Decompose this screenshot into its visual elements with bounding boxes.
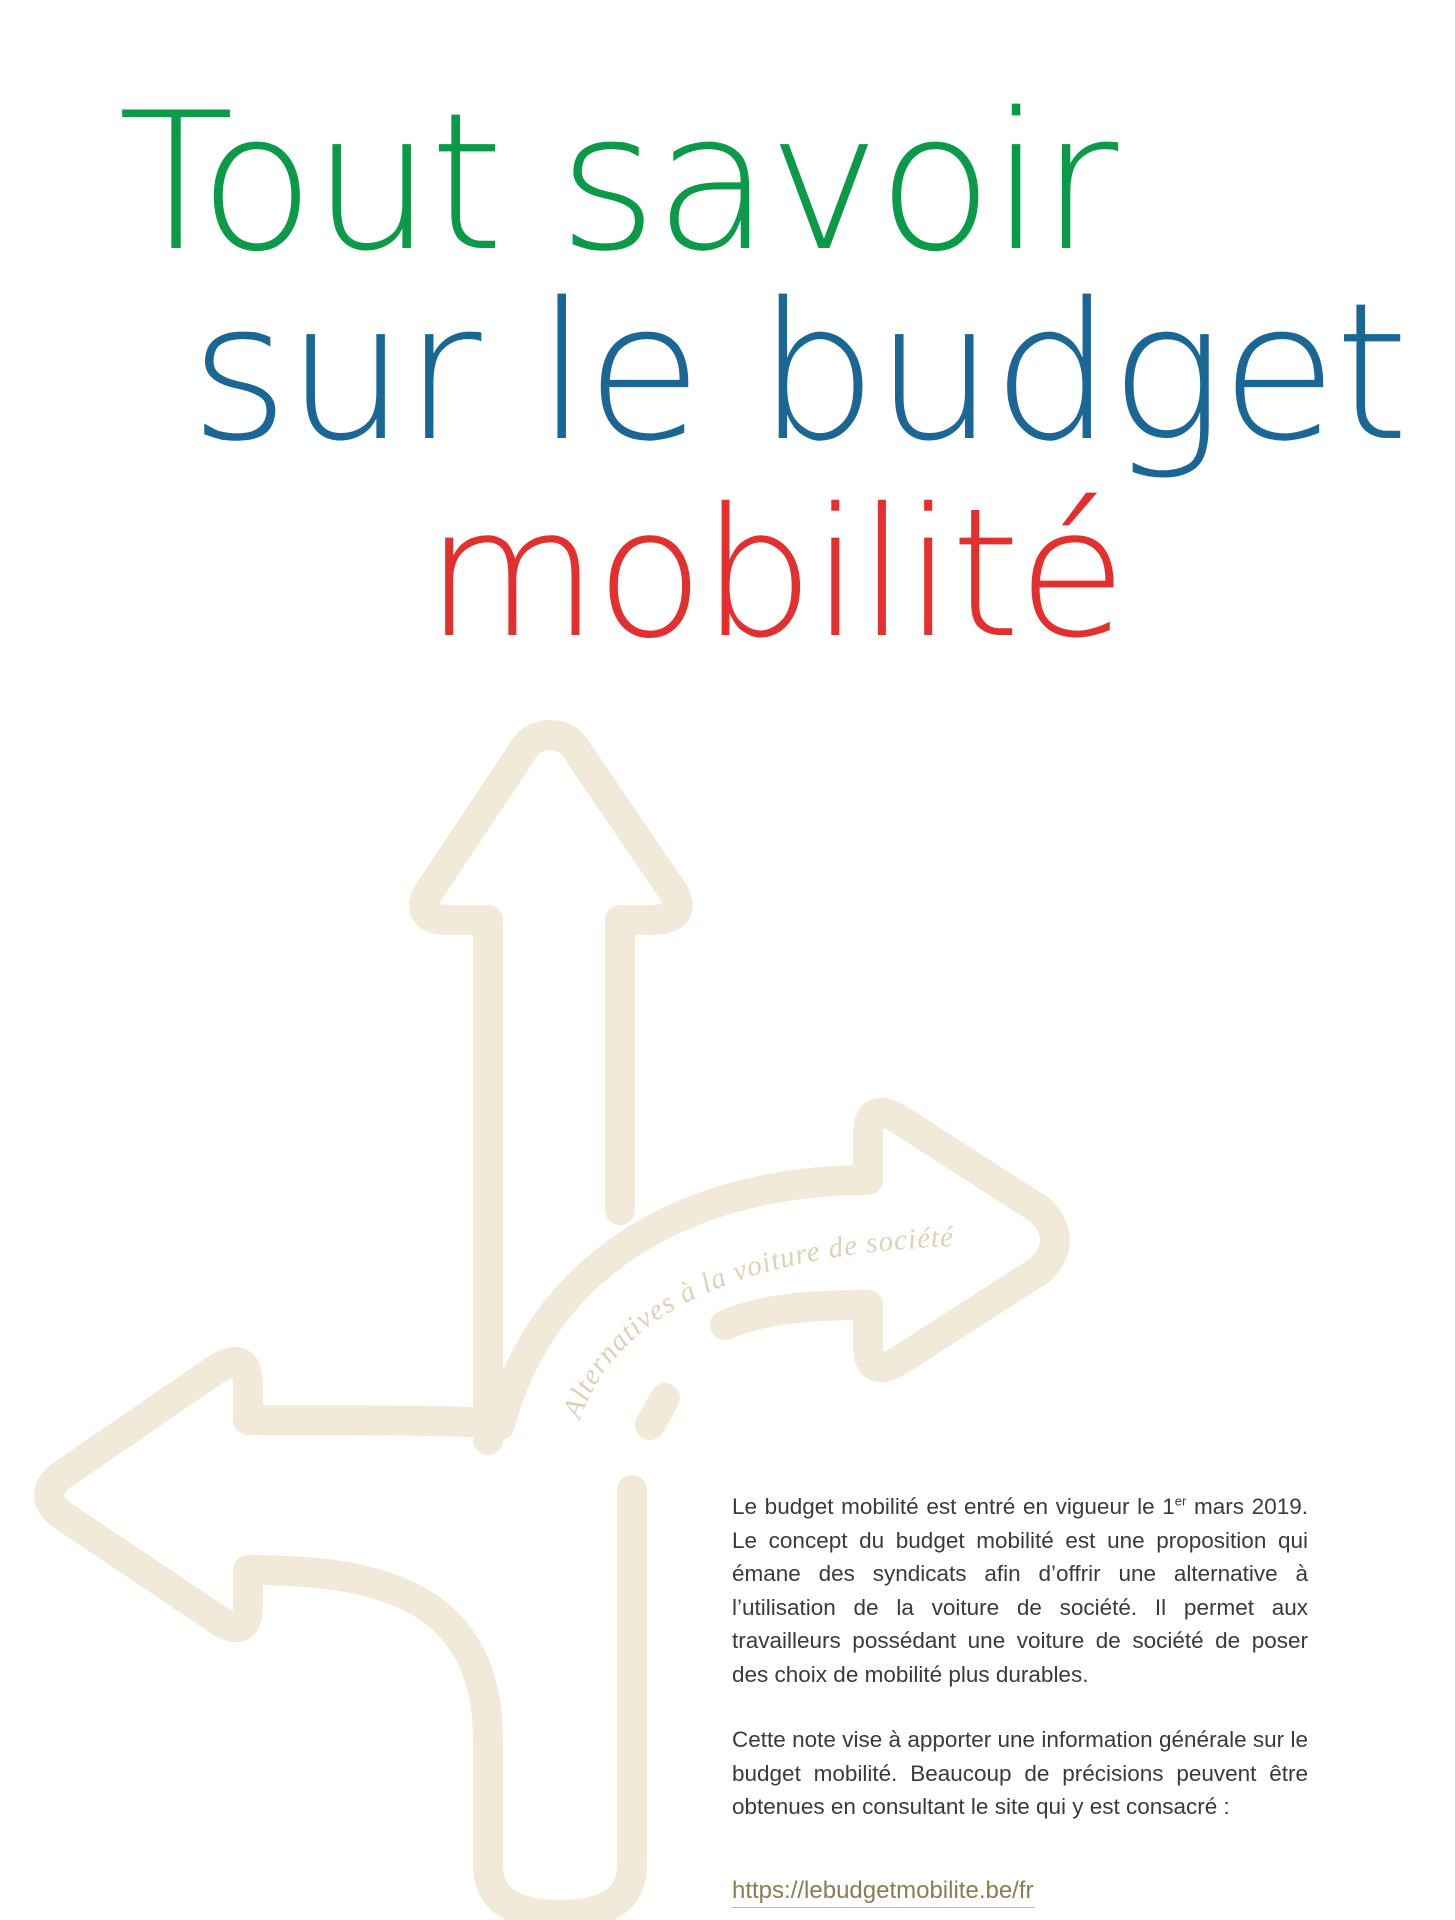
intro-p1-part1: Le budget mobilité est entré en vigueur le 1: [732, 1494, 1175, 1519]
intro-p1-part2: mars 2019. Le concept du budget mobilité est une proposition qui émane des syndicats afin d’offrir une alternative à l’utilisation de la voiture de société. Il permet aux travailleurs possédant une voiture de société de poser des choix de mobilité plus durables.: [732, 1494, 1308, 1687]
title-line-3: mobilité: [425, 470, 1124, 677]
intro-paragraph-2: Cette note vise à apporter une information générale sur le budget mobilité. Beaucoup de précisions peuvent être obtenues en consultant le site qui y est consacré :: [732, 1727, 1308, 1819]
ordinal-superscript: er: [1174, 1493, 1187, 1509]
arrow-caption: Alternatives à la voiture de société: [556, 1221, 955, 1423]
left-arrow-icon: [49, 1362, 632, 1915]
title-line-1: Tout savoir: [118, 72, 1116, 293]
website-link[interactable]: https://lebudgetmobilite.be/fr: [732, 1876, 1034, 1908]
intro-paragraph-1: [732, 1490, 1308, 1691]
title-line-2: sur le budget: [190, 262, 1407, 483]
dash-stroke: [650, 1398, 665, 1425]
